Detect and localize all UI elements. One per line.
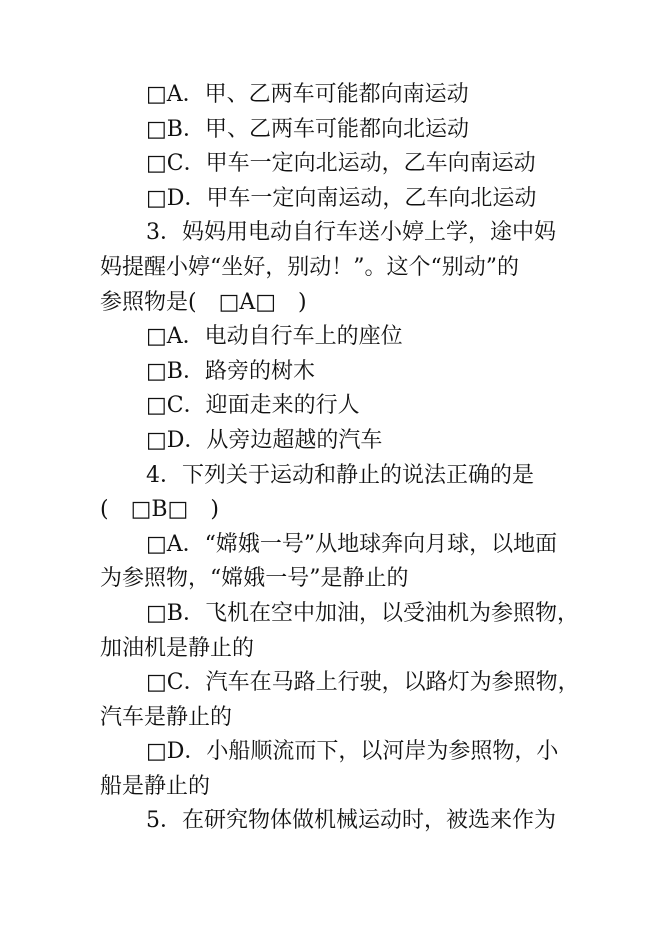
option-continuation-line: 汽车是静止的: [100, 704, 233, 730]
option-line: □C．汽车在马路上行驶，以路灯为参照物，: [146, 670, 580, 696]
option-line: □D．甲车一定向南运动，乙车向北运动: [146, 185, 537, 211]
option-line: □D．从旁边超越的汽车: [146, 427, 383, 453]
answer-line: 参照物是( □A□ ): [100, 289, 307, 315]
option-continuation-line: 船是静止的: [100, 773, 211, 799]
option-line: □A．甲、乙两车可能都向南运动: [146, 82, 469, 107]
document-body: [100, 78, 580, 839]
answer-line: ( □B□ ): [100, 497, 219, 523]
question-line: 4．下列关于运动和静止的说法正确的是: [146, 462, 534, 488]
option-line: □C．甲车一定向北运动，乙车向南运动: [146, 151, 536, 177]
option-line: □B．飞机在空中加油，以受油机为参照物，: [146, 600, 579, 626]
question-line: 妈提醒小婷“坐好，别动！”。这个“别动”的: [100, 254, 519, 280]
option-line: □D．小船顺流而下，以河岸为参照物，小: [146, 739, 559, 765]
option-line: □C．迎面走来的行人: [146, 393, 360, 419]
option-line: □B．甲、乙两车可能都向北运动: [146, 116, 469, 142]
question-line: 3．妈妈用电动自行车送小婷上学，途中妈: [146, 220, 556, 246]
option-continuation-line: 加油机是静止的: [100, 635, 255, 661]
option-continuation-line: 为参照物，“嫦娥一号”是静止的: [100, 566, 409, 592]
option-line: □B．路旁的树木: [146, 358, 315, 384]
option-line: □A．“嫦娥一号”从地球奔向月球，以地面: [146, 531, 558, 557]
option-line: □A．电动自行车上的座位: [146, 324, 403, 350]
question-line: 5．在研究物体做机械运动时，被选来作为: [146, 808, 556, 834]
